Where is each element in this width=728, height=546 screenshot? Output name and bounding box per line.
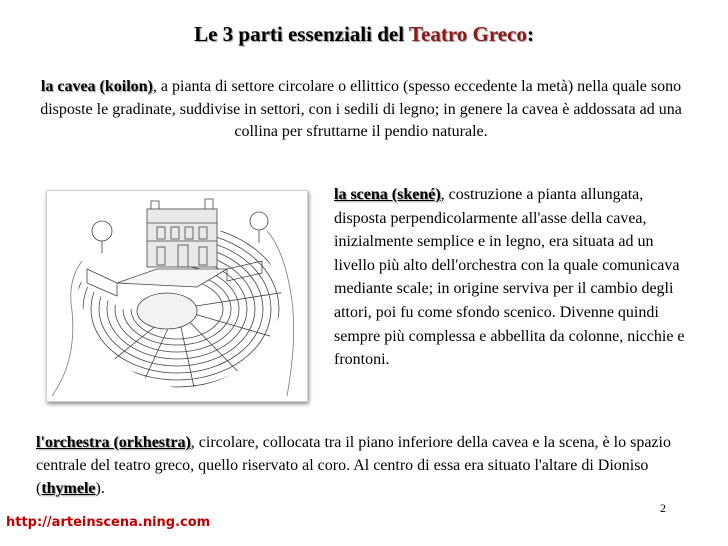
greek-theatre-engraving-icon: [47, 191, 307, 401]
scena-paragraph: [334, 183, 696, 372]
orchestra-text: , circolare, collocata tra il piano inferiore della cavea e la scena, è lo spazio centrale del teatro greco, quello riservato al coro. Al centro di essa era situato l'altare di Dioniso (: [36, 434, 671, 497]
cavea-keyword: la cavea (koilon): [40, 78, 153, 95]
slide-title: [0, 22, 728, 47]
footer-url[interactable]: http://arteinscena.ning.com: [6, 515, 211, 530]
title-colon: :: [526, 22, 534, 46]
scena-keyword: la scena (skené): [334, 186, 441, 203]
orchestra-keyword: l'orchestra (orkhestra): [36, 434, 191, 451]
cavea-paragraph: [28, 76, 694, 144]
orchestra-paragraph: [36, 431, 686, 500]
cavea-text: , a pianta di settore circolare o ellittico (spesso eccedente la metà) nella quale sono disposte le gradinate, suddivise in settori, con i sedili di legno; in genere la cavea è addossata ad una collina per sfruttarne il pendio naturale.: [40, 78, 682, 140]
greek-theatre-illustration: [46, 190, 308, 402]
thymele-keyword: thymele: [41, 480, 96, 497]
title-text: Le 3 parti essenziali del: [194, 22, 409, 46]
scena-text: , costruzione a pianta allungata, disposta perpendicolarmente all'asse della cavea, inizialmente semplice e in legno, era situata ad un livello più alto dell'orchestra con la quale comunicava mediante scale; in origine serviva per il cambio degli attori, poi fu come sfondo scenico. Divenne quindi sempre più complessa e abbellita da colonne, nicchie e frontoni.: [334, 186, 685, 369]
orchestra-end: ).: [95, 480, 105, 497]
slide-number: 2: [660, 501, 666, 515]
title-highlight: Teatro Greco: [408, 22, 527, 46]
